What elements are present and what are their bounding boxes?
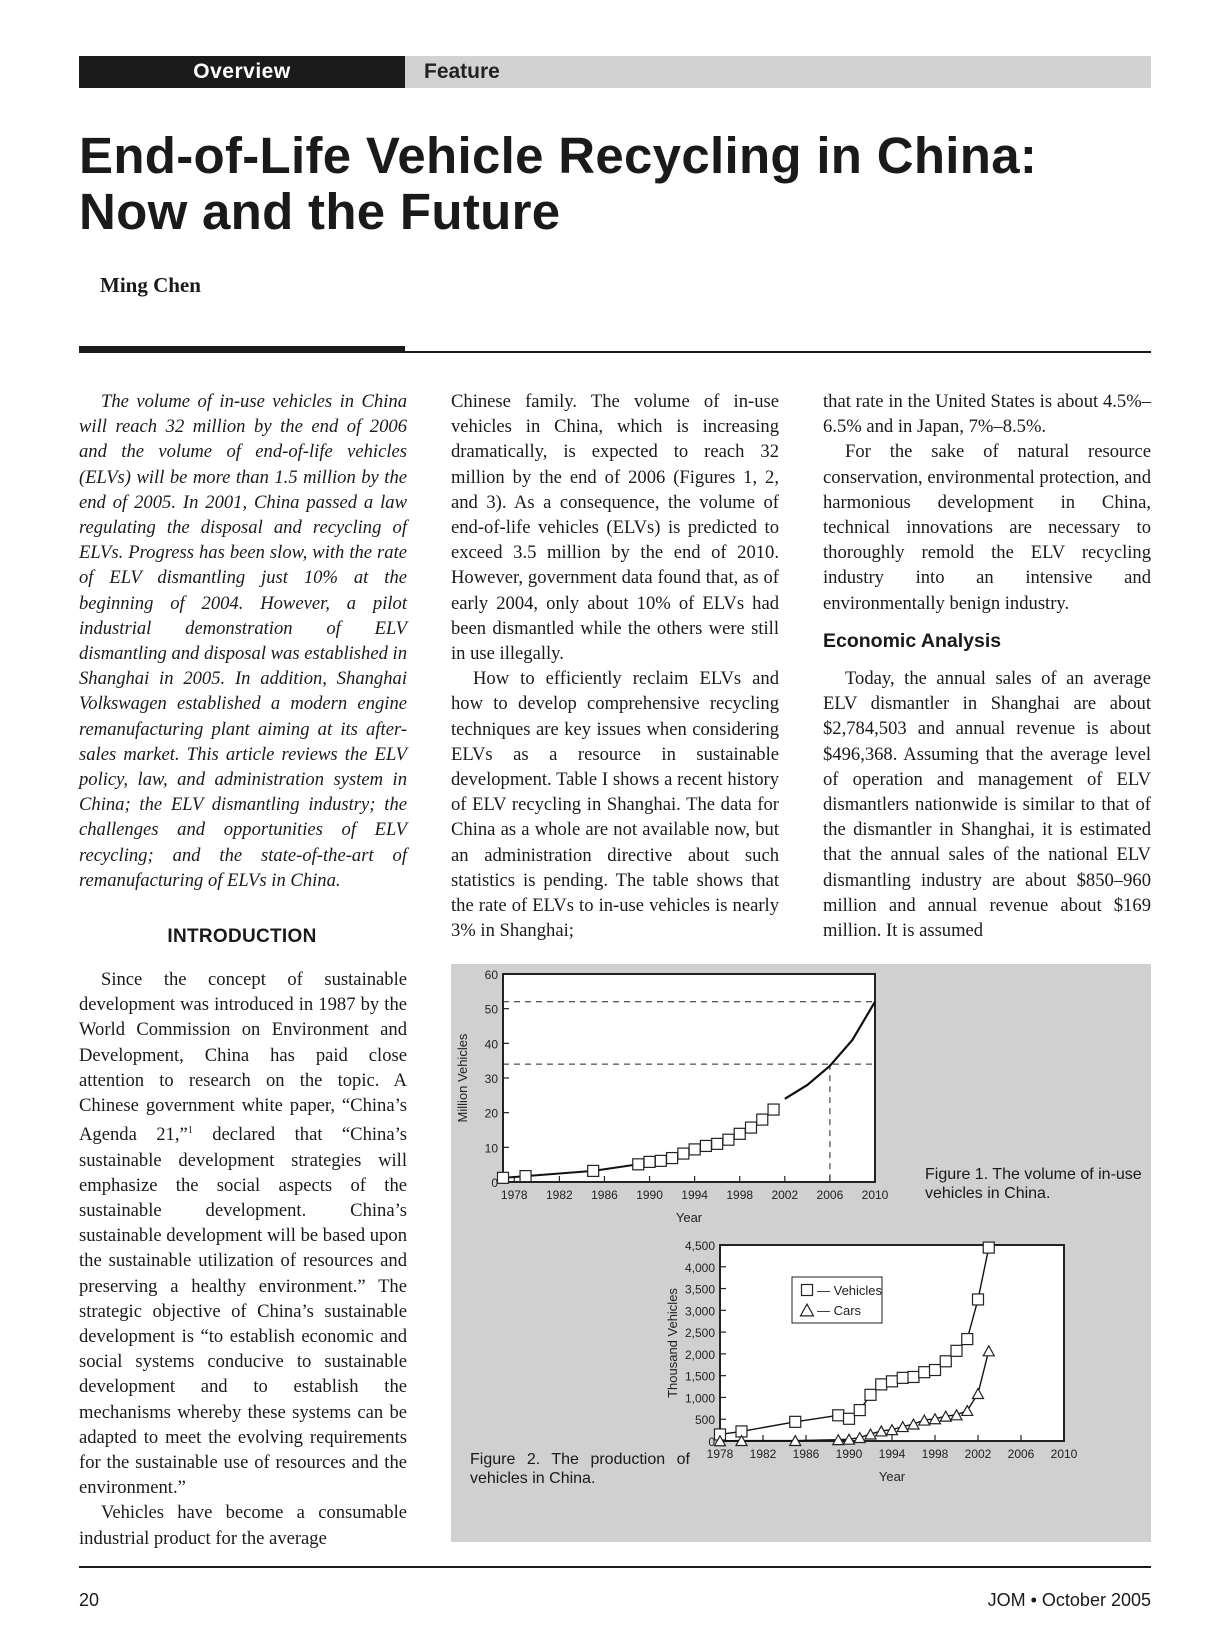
y-tick-label: 1,500 (684, 1369, 715, 1384)
data-point-square (887, 1376, 898, 1387)
x-axis-label: Year (675, 1210, 703, 1225)
x-tick-label: 1978 (706, 1447, 734, 1461)
y-tick-label: 10 (484, 1141, 498, 1156)
y-tick-label: 40 (484, 1037, 498, 1052)
x-tick-label: 1994 (878, 1447, 906, 1461)
data-point-square (790, 1416, 801, 1427)
intro-p1-rest: declared that “China’s sustainable development strategies will emphasize the social aspects of the sustainable development. China’s sustainable development will be based upon the sustainable utilization of resources and preserving a healthy environment.” The strategic objective of China’s sustainable development is “to establish economic and social systems conducive to sustainable development and to establish the mechanisms whereby these systems can be adapted to meet the evolving requirements for the sustainable use of resources and the environment.” (79, 1124, 408, 1499)
data-point-square (498, 1172, 509, 1183)
col2-paragraph-2: How to efficiently reclaim ELVs and how to develop comprehensive recycling techniques are key issues when considering ELVs as a resource in sustainable development. Table I shows a recent history of ELV recycling in Shanghai. The data for China as a whole are not available now, but an administration directive about such statistics is pending. The table shows that the rate of ELVs to in-use vehicles is nearly 3% in Shanghai; (451, 668, 779, 942)
x-tick-label: 2010 (1050, 1447, 1078, 1461)
data-point-square (973, 1294, 984, 1305)
data-point-square (951, 1345, 962, 1356)
x-axis-label: Year (878, 1469, 906, 1484)
data-point-square (919, 1367, 930, 1378)
title-rule-thin (405, 351, 1151, 353)
data-point-square (940, 1356, 951, 1367)
data-point-square (689, 1144, 700, 1155)
figure-1-chart (451, 964, 911, 1264)
economic-analysis-heading: Economic Analysis (823, 630, 1002, 652)
section-label: Overview (193, 60, 291, 83)
y-tick-label: 500 (694, 1413, 715, 1428)
col3-paragraph-2: For the sake of natural resource conservation, environmental protection, and harmonious development in China, technical innovations are necessary to thoroughly remold the ELV recycling industry into an intensive and environmentally benign industry. (823, 441, 1151, 614)
y-tick-label: 60 (484, 968, 498, 982)
x-tick-label: 1998 (921, 1447, 949, 1461)
data-point-square (723, 1134, 734, 1145)
data-point-square (678, 1148, 689, 1159)
abstract (79, 389, 407, 893)
intro-body (79, 967, 407, 1551)
data-point-square (833, 1410, 844, 1421)
intro-p1-text: Since the concept of sustainable development was introduced in 1987 by the World Commission on Environment and Development, China has paid close attention to research on the topic. A Chinese government white paper, “China’s Agenda 21,” (79, 969, 407, 1146)
data-point-square (644, 1156, 655, 1167)
column-2 (451, 389, 779, 943)
x-tick-label: 1982 (546, 1188, 573, 1202)
y-tick-label: 4,000 (684, 1260, 715, 1275)
y-tick-label: 2,000 (684, 1347, 715, 1362)
author-name: Ming Chen (100, 273, 201, 297)
x-tick-label: 2002 (964, 1447, 992, 1461)
data-point-square (520, 1171, 531, 1182)
y-tick-label: 3,000 (684, 1304, 715, 1319)
data-point-square (700, 1140, 711, 1151)
data-point-square (865, 1389, 876, 1400)
y-tick-label: 4,500 (684, 1239, 715, 1253)
y-axis-label: Thousand Vehicles (665, 1288, 680, 1398)
data-point-square (712, 1138, 723, 1149)
x-tick-label: 2006 (1007, 1447, 1035, 1461)
y-tick-label: 3,500 (684, 1282, 715, 1297)
intro-paragraph (79, 967, 407, 1500)
data-point-square (667, 1153, 678, 1164)
data-point-square (876, 1379, 887, 1390)
y-axis-label: Million Vehicles (455, 1033, 470, 1123)
y-tick-label: 20 (484, 1106, 498, 1121)
col2-paragraph-1: Chinese family. The volume of in-use vehicles in China, which is increasing dramatically, is expected to reach 32 million by the end of 2006 (Figures 1, 2, and 3). As a consequence, the volume of end-of-life vehicles (ELVs) is predicted to exceed 3.5 million by the end of 2010. However, government data found that, as of early 2004, only about 10% of ELVs had been dismantled while the others were still in use illegally. (451, 391, 779, 665)
plot-area (720, 1245, 1064, 1441)
data-point-square (633, 1159, 644, 1170)
data-point-square (897, 1372, 908, 1383)
y-tick-label: 2,500 (684, 1326, 715, 1341)
intro-paragraph-2: Vehicles have become a consumable industrial product for the average (79, 1502, 407, 1549)
abstract-text: The volume of in-use vehicles in China will reach 32 million by the end of 2006 and the volume of end-of-life vehicles (ELVs) will be more than 1.5 million by the end of 2005. In 2001, China passed a law regulating the disposal and recycling of ELVs. Progress has been slow, with the rate of ELV dismantling just 10% at the beginning of 2004. However, a pilot industrial demonstration of ELV dismantling and disposal was established in Shanghai in 2005. In addition, Shanghai Volkswagen established a modern engine remanufacturing plant aiming at its after-sales market. This article reviews the ELV policy, law, and administration system in China; the ELV dismantling industry; the challenges and opportunities of ELV recycling; and the state-of-the-art of remanufacturing of ELVs in China. (79, 391, 407, 891)
figure-2-caption: Figure 2. The production of vehicles in China. (470, 1451, 690, 1487)
data-point-square (854, 1405, 865, 1416)
figure-1-caption: Figure 1. The volume of in-use vehicles in China. (925, 1166, 1142, 1202)
data-point-square (588, 1165, 599, 1176)
x-tick-label: 2010 (861, 1188, 889, 1202)
data-point-square (844, 1413, 855, 1424)
category-label: Feature (424, 60, 500, 83)
x-tick-label: 2006 (816, 1188, 844, 1202)
journal-info: JOM • October 2005 (987, 1590, 1151, 1610)
col3-paragraph-3: Today, the annual sales of an average ELV dismantler in Shanghai are about $2,784,503 and annual revenue is about $496,368. Assuming that the average level of operation and management of ELV dismantlers nationwide is similar to that of the dismantler in Shanghai, it is estimated that the annual sales of the national ELV dismantling industry are about $850–960 million and annual revenue about $169 million. It is assumed (823, 668, 1151, 942)
figure-2-chart (665, 1239, 1151, 1542)
legend-label-vehicles: — Vehicles (817, 1283, 883, 1298)
x-tick-label: 2002 (771, 1188, 799, 1202)
y-tick-label: 0 (708, 1435, 715, 1449)
x-tick-label: 1982 (749, 1447, 777, 1461)
footnote-ref: 1 (187, 1125, 193, 1137)
article-title: End-of-Life Vehicle Recycling in China: Now and the Future (79, 127, 1038, 240)
y-tick-label: 0 (491, 1176, 498, 1190)
x-tick-label: 1990 (636, 1188, 663, 1202)
data-point-square (983, 1242, 994, 1253)
x-tick-label: 1978 (500, 1188, 528, 1202)
page-number: 20 (79, 1590, 100, 1610)
y-tick-label: 50 (484, 1002, 498, 1017)
y-tick-label: 30 (484, 1072, 498, 1086)
legend-icon-square (802, 1285, 813, 1296)
data-point-square (734, 1128, 745, 1139)
y-tick-label: 1,000 (684, 1391, 715, 1406)
column-3-top (823, 389, 1151, 616)
x-tick-label: 1986 (792, 1447, 820, 1461)
data-point-square (908, 1371, 919, 1382)
data-point-square (746, 1122, 757, 1133)
footer-rule (79, 1566, 1151, 1568)
x-tick-label: 1990 (835, 1447, 863, 1461)
title-rule-thick (79, 346, 405, 353)
x-tick-label: 1994 (681, 1188, 708, 1202)
data-point-square (962, 1334, 973, 1345)
header-band-light (405, 56, 1151, 88)
legend-label-cars: — Cars (817, 1303, 862, 1318)
data-point-square (757, 1114, 768, 1125)
column-3-bottom (823, 666, 1151, 943)
intro-heading: INTRODUCTION (167, 926, 317, 947)
data-point-square (655, 1155, 666, 1166)
data-point-square (768, 1104, 779, 1115)
data-point-square (930, 1365, 941, 1376)
col3-paragraph-1: that rate in the United States is about 4.5%–6.5% and in Japan, 7%–8.5%. (823, 391, 1151, 438)
x-tick-label: 1998 (726, 1188, 754, 1202)
x-tick-label: 1986 (591, 1188, 618, 1202)
